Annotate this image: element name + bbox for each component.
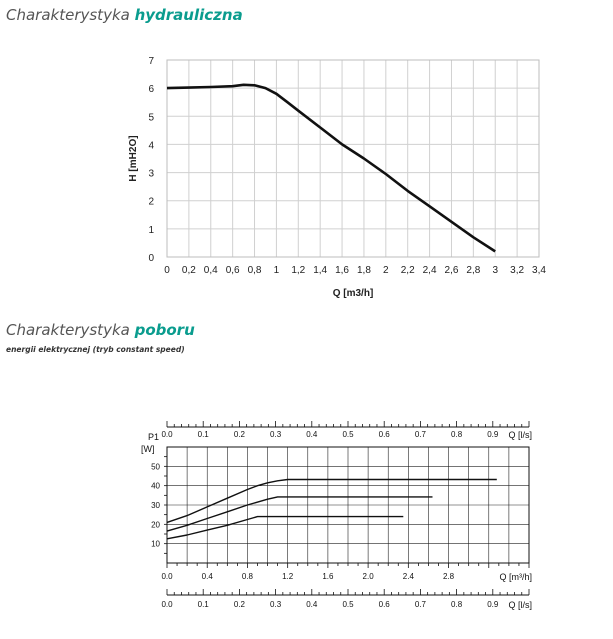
ls-tick-label-top: 0.2 <box>233 430 245 439</box>
ls-tick-label-bottom: 0.4 <box>306 600 318 609</box>
power-subheading: energii elektrycznej (tryb constant speed) <box>6 345 185 354</box>
ls-tick-label-bottom: 0.8 <box>451 600 463 609</box>
p-x-tick-label: 1.2 <box>282 572 294 581</box>
ls-tick-label-bottom: 0.3 <box>270 600 282 609</box>
h-x-tick-label: 1,4 <box>313 265 328 276</box>
p-x-tick-label: 2.8 <box>442 572 455 581</box>
p-x-tick-label: 0.4 <box>201 572 213 581</box>
ls-tick-label-top: 0.0 <box>161 430 173 439</box>
h-x-tick-label: 2,8 <box>466 265 481 276</box>
ls-tick-label-top: 0.1 <box>197 430 209 439</box>
p-y-tick-label: 10 <box>151 539 160 549</box>
h-x-tick-label: 0,6 <box>225 265 240 276</box>
p-x-tick-label: 1.6 <box>322 572 334 581</box>
p-y-tick-label: 50 <box>151 462 160 472</box>
ls-tick-label-bottom: 0.0 <box>161 600 173 609</box>
p-y-tick-label: 30 <box>151 501 160 510</box>
p-y-tick-label: 40 <box>151 481 160 491</box>
ls-unit-label-bottom: Q [l/s] <box>508 600 532 610</box>
h-x-tick-label: 1 <box>273 265 280 276</box>
p-x-tick-label: 2.4 <box>402 572 414 581</box>
h-x-tick-label: 3,2 <box>510 265 525 276</box>
h-x-tick-label: 2,6 <box>444 265 459 276</box>
p-y-unit-bottom: [W] <box>141 444 155 454</box>
h-y-tick-label: 4 <box>148 140 154 152</box>
h-x-tick-label: 0 <box>164 265 170 276</box>
p-x-unit-label: Q [m³/h] <box>499 572 532 582</box>
ls-tick-label-top: 0.9 <box>487 430 499 439</box>
h-y-tick-label: 1 <box>148 224 154 236</box>
ls-tick-label-bottom: 0.1 <box>197 600 209 609</box>
h-y-tick-label: 5 <box>148 112 154 124</box>
h-x-tick-label: 1,2 <box>291 265 306 276</box>
ls-tick-label-top: 0.5 <box>342 430 354 439</box>
h-curve-line <box>167 85 495 252</box>
ls-tick-label-top: 0.4 <box>306 430 318 439</box>
h-x-tick-label: 1,6 <box>335 265 350 276</box>
h-y-tick-label: 2 <box>148 196 154 208</box>
ls-tick-label-bottom: 0.9 <box>487 600 499 609</box>
p-x-tick-label: 0.0 <box>161 572 173 581</box>
h-x-axis-label: Q [m3/h] <box>332 288 374 299</box>
h-y-tick-label: 6 <box>148 84 154 96</box>
h-x-tick-label: 2,2 <box>400 265 415 276</box>
h-x-tick-label: 3,4 <box>532 265 546 276</box>
h-y-tick-label: 0 <box>148 253 154 264</box>
power-heading-prefix: Charakterystyka <box>6 321 135 339</box>
ls-tick-label-bottom: 0.2 <box>233 600 245 609</box>
h-y-tick-label: 3 <box>148 168 154 180</box>
ls-tick-label-bottom: 0.7 <box>414 600 426 609</box>
h-y-axis-label: H [mH2O] <box>128 135 139 182</box>
h-x-tick-label: 1,8 <box>356 265 371 276</box>
h-x-tick-label: 3 <box>492 265 499 276</box>
p-x-tick-label: 2.0 <box>362 572 374 581</box>
ls-unit-label-top: Q [l/s] <box>508 430 532 440</box>
p-y-unit-top: P1 <box>148 432 160 442</box>
h-x-tick-label: 0,8 <box>247 265 262 276</box>
h-x-tick-label: 0,2 <box>181 265 196 276</box>
ls-tick-label-bottom: 0.6 <box>378 600 390 609</box>
h-x-tick-label: 0,4 <box>203 265 218 276</box>
power-heading-bold: poboru <box>134 321 195 339</box>
hydraulic-heading-bold: hydrauliczna <box>134 6 243 24</box>
h-x-tick-label: 2,4 <box>422 265 437 276</box>
ls-tick-label-bottom: 0.5 <box>342 600 354 609</box>
hydraulic-heading-prefix: Charakterystyka <box>6 6 135 24</box>
ls-tick-label-top: 0.7 <box>414 430 426 439</box>
ls-tick-label-top: 0.6 <box>378 430 390 439</box>
h-x-tick-label: 2 <box>383 265 389 276</box>
p-x-tick-label: 0.8 <box>241 572 254 581</box>
p-curve-line-2 <box>167 497 433 531</box>
p-y-tick-label: 20 <box>151 520 160 530</box>
ls-tick-label-top: 0.3 <box>270 430 282 439</box>
ls-tick-label-top: 0.8 <box>451 430 463 439</box>
h-plot-frame <box>167 60 539 257</box>
h-y-tick-label: 7 <box>148 56 154 67</box>
